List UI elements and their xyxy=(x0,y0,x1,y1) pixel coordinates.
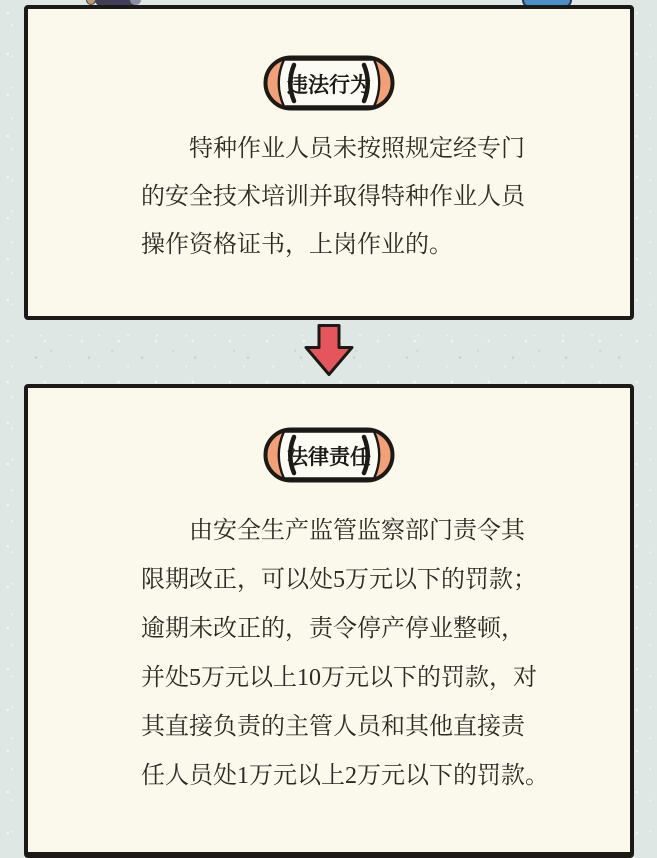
text-line: 并处5万元以上10万元以下的罚款，对 xyxy=(141,665,537,691)
text-line: 其直接负责的主管人员和其他直接责 xyxy=(141,714,525,740)
text-line: 任人员处1万元以上2万元以下的罚款。 xyxy=(141,763,549,789)
violation-badge-label: 违法行为 xyxy=(287,73,371,97)
text-line: 操作资格证书，上岗作业的。 xyxy=(141,232,453,258)
text-line: 的安全技术培训并取得特种作业人员 xyxy=(141,184,525,210)
violation-card xyxy=(24,5,634,320)
liability-badge-wrap xyxy=(28,427,630,483)
text-line: 由安全生产监管监察部门责令其 xyxy=(189,518,525,544)
violation-badge xyxy=(263,55,395,111)
liability-badge-label: 法律责任 xyxy=(287,445,371,469)
liability-card xyxy=(24,384,634,858)
liability-text xyxy=(141,507,590,801)
text-line: 特种作业人员未按照规定经专门 xyxy=(189,136,525,162)
text-line: 逾期未改正的，责令停产停业整顿， xyxy=(141,616,525,642)
violation-text xyxy=(141,125,590,269)
down-arrow-icon xyxy=(304,323,354,378)
text-line: 限期改正，可以处5万元以下的罚款； xyxy=(141,567,537,593)
liability-badge xyxy=(263,427,395,483)
violation-badge-wrap xyxy=(28,55,630,111)
